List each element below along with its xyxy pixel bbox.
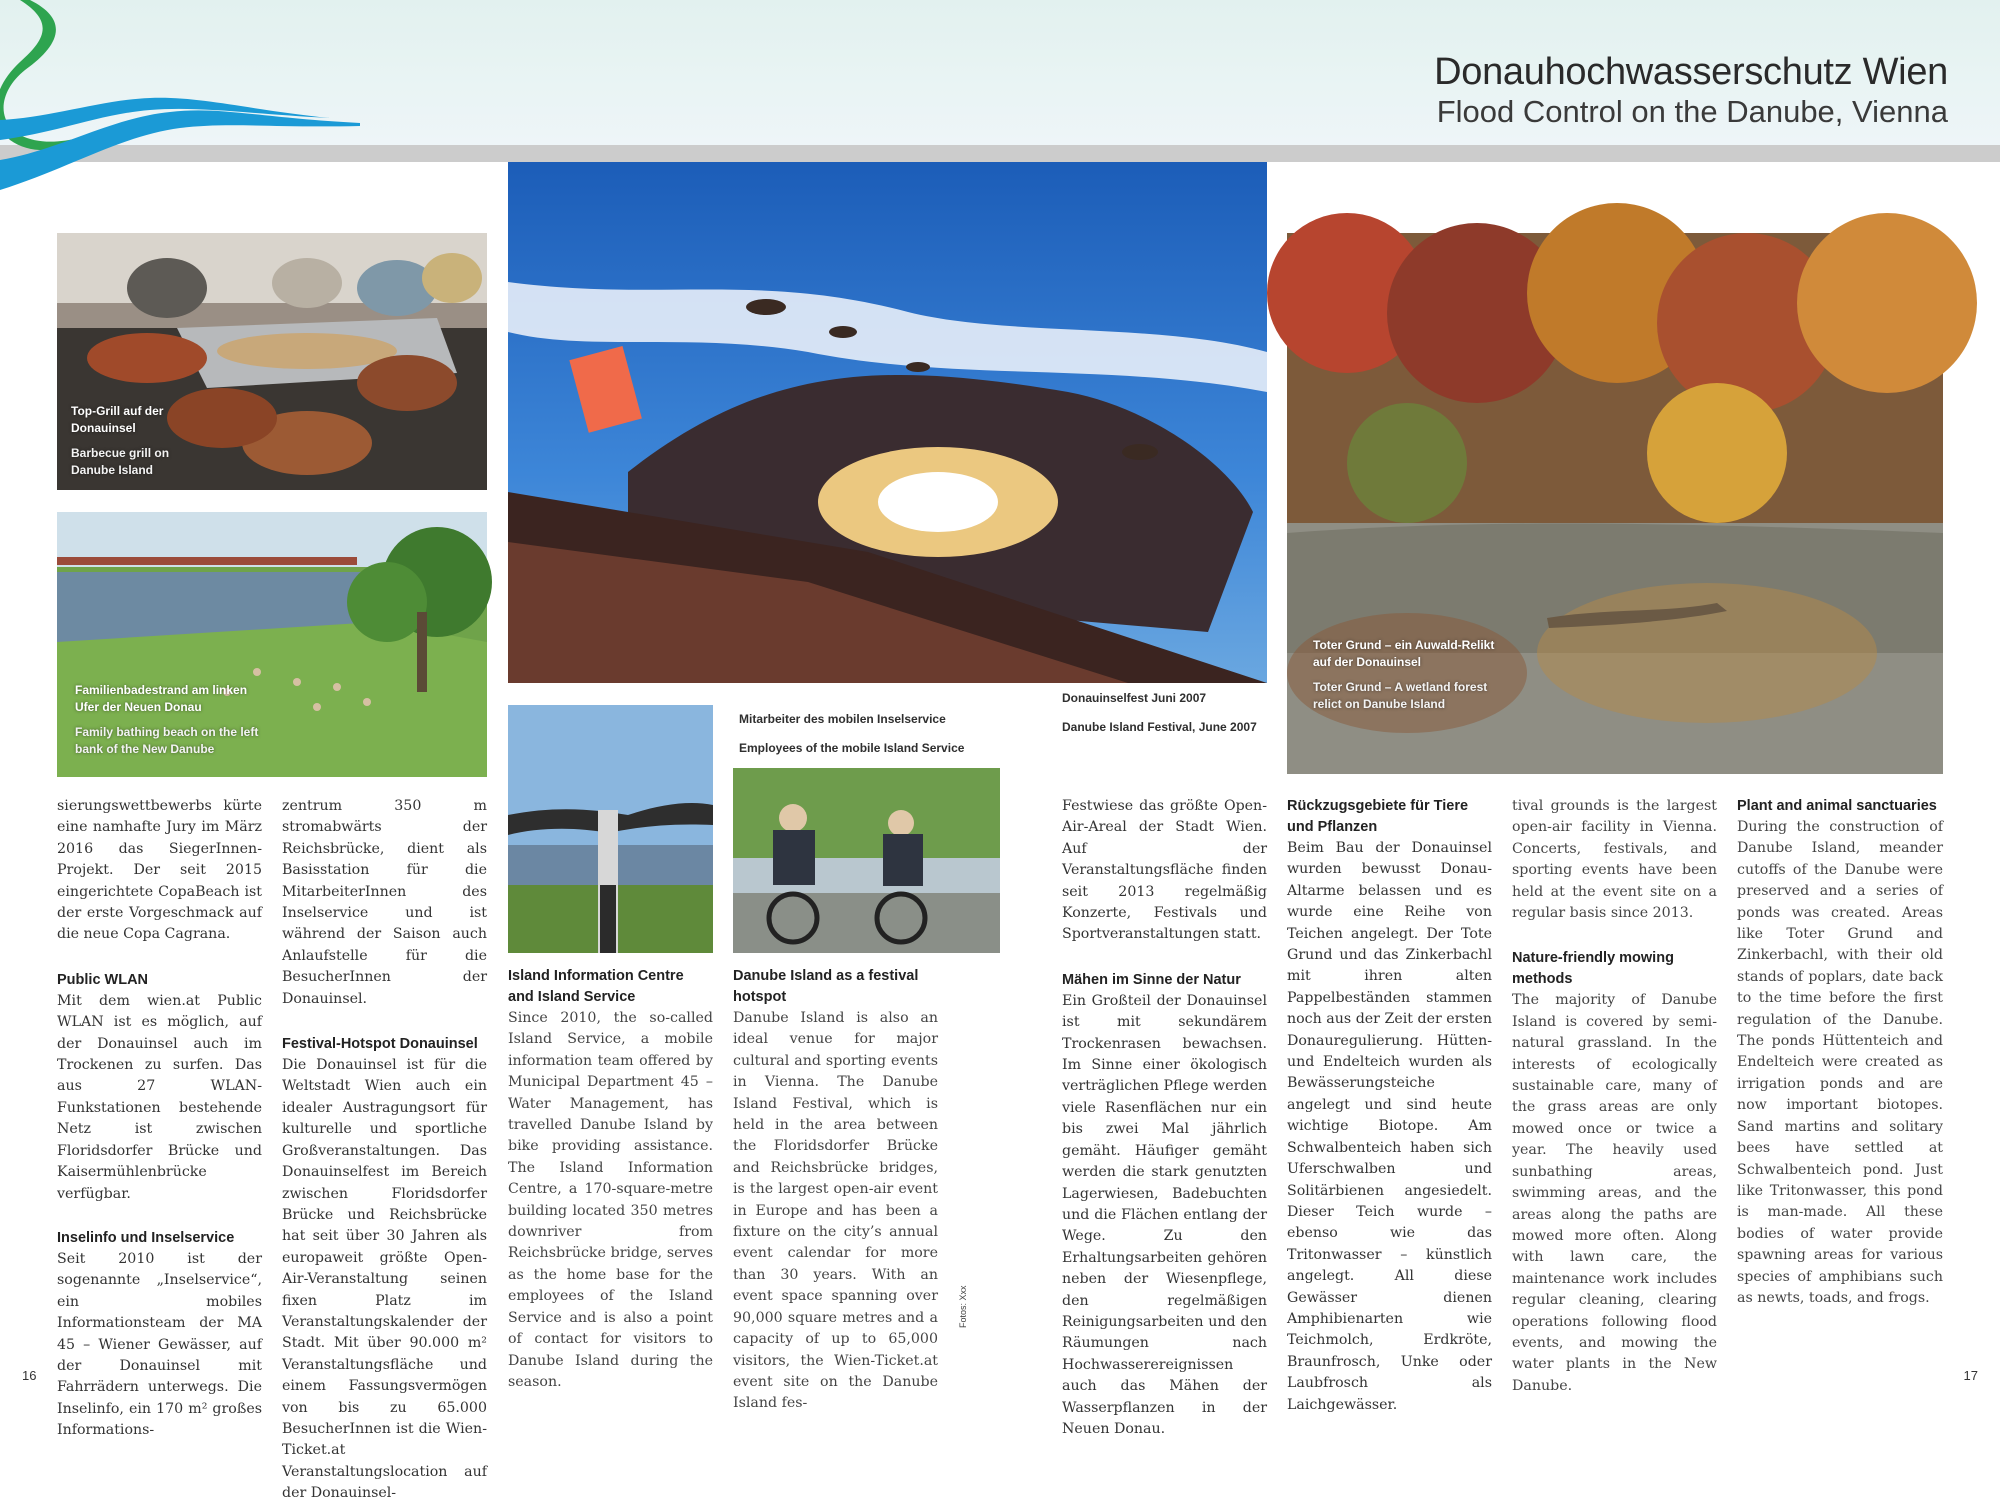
caption-grill xyxy=(71,403,211,479)
text-column-6 xyxy=(1287,796,1492,1416)
paragraph: tival grounds is the largest open-air facility in Vienna. Concerts, festivals, and sporting events have been held at the event site on a regular basis since 2013. xyxy=(1512,798,1717,922)
paragraph: Beim Bau der Donauinsel wurden bewusst Donau-Altarme belassen und es wurde eine Reihe von Teichen angelegt. Der Tote Grund und das Zinkerbachl mit ihren alten Pappelbeständen stammen noch aus der Zeit der ersten Donauregulierung. Hütten- und Endelteich wurden als Bewässerungsteiche angelegt und sind heute wichtige Biotope. Am Schwalbenteich haben sich Uferschwalben und Solitärbienen angesiedelt. Dieser Teich wurde – ebenso wie das Tritonwasser – künstlich angelegt. All diese Gewässer dienen Amphibienarten wie Teichmolch, Erdkröte, Braunfrosch, Unke oder Laubfrosch als Laichgewässer. xyxy=(1287,840,1492,1413)
heading-sanctuaries: Plant and animal sanctuaries xyxy=(1737,798,1937,814)
page-number-right: 17 xyxy=(1963,1368,1978,1383)
paragraph: Danube Island is also an ideal venue for major cultural and sporting events in Vienna. The Danube Island Festival, which is held in the area between the Floridsdorfer Brücke and Reichsbrücke bridges, is the largest open-air event in Europe and has been a fixture on the city’s annual event calendar for more than 30 years. With an event space spanning over 90,000 square metres and a capacity of up to 65,000 visitors, the Wien-Ticket.at event site on the Danube Island fes- xyxy=(733,1010,938,1412)
caption-forest-en: Toter Grund – A wetland forest relict on Danube Island xyxy=(1313,680,1488,711)
text-column-2 xyxy=(282,796,487,1505)
title-block xyxy=(1434,50,1948,130)
caption-grill-de: Top-Grill auf der Donauinsel xyxy=(71,404,164,435)
paragraph: During the construction of Danube Island, meander cutoffs of the Danube were preserved and a series of ponds was created. Areas like Toter Grund and Zinkerbachl, with their old stands of poplars, date back to the time before the first regulation of the Danube. The ponds Hüttenteich and Endelteich were created as irrigation ponds and are now important biotopes. Sand martins and solitary bees have settled at Schwalbenteich pond. Just like Tritonwasser, this pond is man-made. All these bodies of water provide spawning areas for various species of amphibians such as newts, toads, and frogs. xyxy=(1737,819,1943,1306)
caption-beach-de: Familienbadestrand am linken Ufer der Neuen Donau xyxy=(75,683,248,714)
text-column-8 xyxy=(1737,796,1943,1309)
caption-beach xyxy=(75,682,265,758)
caption-beach-en: Family bathing beach on the left bank of the New Danube xyxy=(75,725,259,756)
paragraph: The majority of Danube Island is covered by semi-natural grassland. In the interests of ecologically sustainable care, many of the grass areas are only mowed once or twice a year. The heavily used sunbathing areas, swimming areas, and the areas along the paths are mowed more often. Along with lawn care, the maintenance work includes regular cleaning, clearing operations following flood events, and mowing the water plants in the New Danube. xyxy=(1512,992,1717,1394)
paragraph: sierungswettbewerbs kürte eine namhafte Jury im März 2016 das SiegerInnen-Projekt. Der seit 2015 eingerichtete CopaBeach ist der erste Vorgeschmack auf die neue Copa Cagrana. xyxy=(57,798,262,943)
heading-public-wlan: Public WLAN xyxy=(57,971,149,988)
paragraph: Mit dem wien.at Public WLAN ist es möglich, auf der Donauinsel auch im Trockenen zu surfen. Das aus 27 WLAN-Funkstationen bestehende Netz ist zwischen Floridsdorfer Brücke und Kaisermühlenbrücke verfügbar. xyxy=(57,992,262,1202)
caption-grill-en: Barbecue grill on Danube Island xyxy=(71,446,170,477)
heading-festival-hotspot-en: Danube Island as a festival hotspot xyxy=(733,968,919,1005)
photo-bicycle-ride xyxy=(508,705,713,953)
photo-island-service-staff xyxy=(733,768,1000,953)
text-column-5 xyxy=(1062,796,1267,1440)
caption-festival xyxy=(1062,690,1272,736)
paragraph: Die Donauinsel ist für die Weltstadt Wien auch ein idealer Austragungsort für kulturelle und sportliche Großveranstaltungen. Das Donauinselfest im Bereich zwischen Floridsdorfer Brücke und Reichsbrücke hat seit über 30 Jahren als europaweit größte Open-Air-Veranstaltung seinen fixen Platz im Veranstaltungskalender der Stadt. Mit über 90.000 m² Veranstaltungsfläche und einem Fassungsvermögen von bis zu 65.000 BesucherInnen ist die Wien-Ticket.at Veranstaltungslocation auf der Donauinsel- xyxy=(282,1057,487,1502)
text-column-3 xyxy=(508,966,713,1393)
paragraph: Seit 2010 ist der sogenannte „Inselservice“, ein mobiles Informationsteam der MA 45 – Wiener Gewässer, auf der Donauinsel mit Fahrrädern unterwegs. Die Inselinfo, ein 170 m² großes Informations- xyxy=(57,1250,262,1439)
heading-maehen: Mähen im Sinne der Natur xyxy=(1062,971,1241,988)
paragraph: Since 2010, the so-called Island Service, a mobile information team offered by Municipal Department 45 – Water Management, has travelled Danube Island by bike providing assistance. The Island Information Centre, a 170-square-metre building located 350 metres downriver from Reichsbrücke bridge, serves as the home base for the employees of the Island Service and is also a point of contact for visitors to Danube Island during the season. xyxy=(508,1010,713,1390)
paragraph: Ein Großteil der Donauinsel ist mit sekundärem Trockenrasen bewachsen. Im Sinne einer ökologisch verträglichen Pflege werden viele Rasenflächen nur ein bis zwei Mal jährlich gemäht. Häufiger gemäht werden die stark genutzten Lagerwiesen, Badebuchten und die Flächen entlang der Wege. Zu den Erhaltungsarbeiten gehören neben der Wiesenpflege, den regelmäßigen Reinigungsarbeiten und den Räumungen nach Hochwasserereignissen auch das Mähen der Wasserpflanzen in der Neuen Donau. xyxy=(1062,992,1267,1437)
page-subtitle: Flood Control on the Danube, Vienna xyxy=(1436,94,1948,129)
photo-danube-island-festival xyxy=(508,162,1267,683)
photo-credit: Fotos: Xxx xyxy=(958,1285,968,1328)
caption-festival-en: Danube Island Festival, June 2007 xyxy=(1062,720,1257,734)
caption-forest xyxy=(1313,637,1513,713)
caption-service-en: Employees of the mobile Island Service xyxy=(739,741,965,755)
text-column-1 xyxy=(57,796,262,1442)
paragraph: zentrum 350 m stromabwärts der Reichsbrücke, dient als Basisstation für die MitarbeiterInnen des Inselservice und ist während der Saison auch Anlaufstelle für die BesucherInnen der Donauinsel. xyxy=(282,798,487,1007)
paragraph: Festwiese das größte Open-Air-Areal der Stadt Wien. Auf der Veranstaltungsfläche finden seit 2013 regelmäßig Konzerte, Festivals und Sportveranstaltungen statt. xyxy=(1062,798,1267,943)
caption-service xyxy=(739,711,989,757)
caption-festival-de: Donauinselfest Juni 2007 xyxy=(1062,691,1207,705)
page-title: Donauhochwasserschutz Wien xyxy=(1434,51,1948,93)
caption-service-de: Mitarbeiter des mobilen Inselservice xyxy=(739,712,946,726)
caption-forest-de: Toter Grund – ein Auwald-Relikt auf der Donauinsel xyxy=(1313,638,1495,669)
heading-mowing-methods: Nature-friendly mowing methods xyxy=(1512,950,1674,988)
heading-island-information-centre: Island Information Centre and Island Service xyxy=(508,968,684,1005)
page-number-left: 16 xyxy=(22,1368,37,1383)
heading-rueckzugsgebiete: Rückzugsgebiete für Tiere und Pflanzen xyxy=(1287,798,1469,835)
text-column-7 xyxy=(1512,796,1717,1397)
text-column-4 xyxy=(733,966,938,1415)
heading-inselinfo: Inselinfo und Inselservice xyxy=(57,1229,235,1246)
heading-festival-hotspot: Festival-Hotspot Donauinsel xyxy=(282,1036,478,1053)
wave-logo xyxy=(0,0,370,215)
